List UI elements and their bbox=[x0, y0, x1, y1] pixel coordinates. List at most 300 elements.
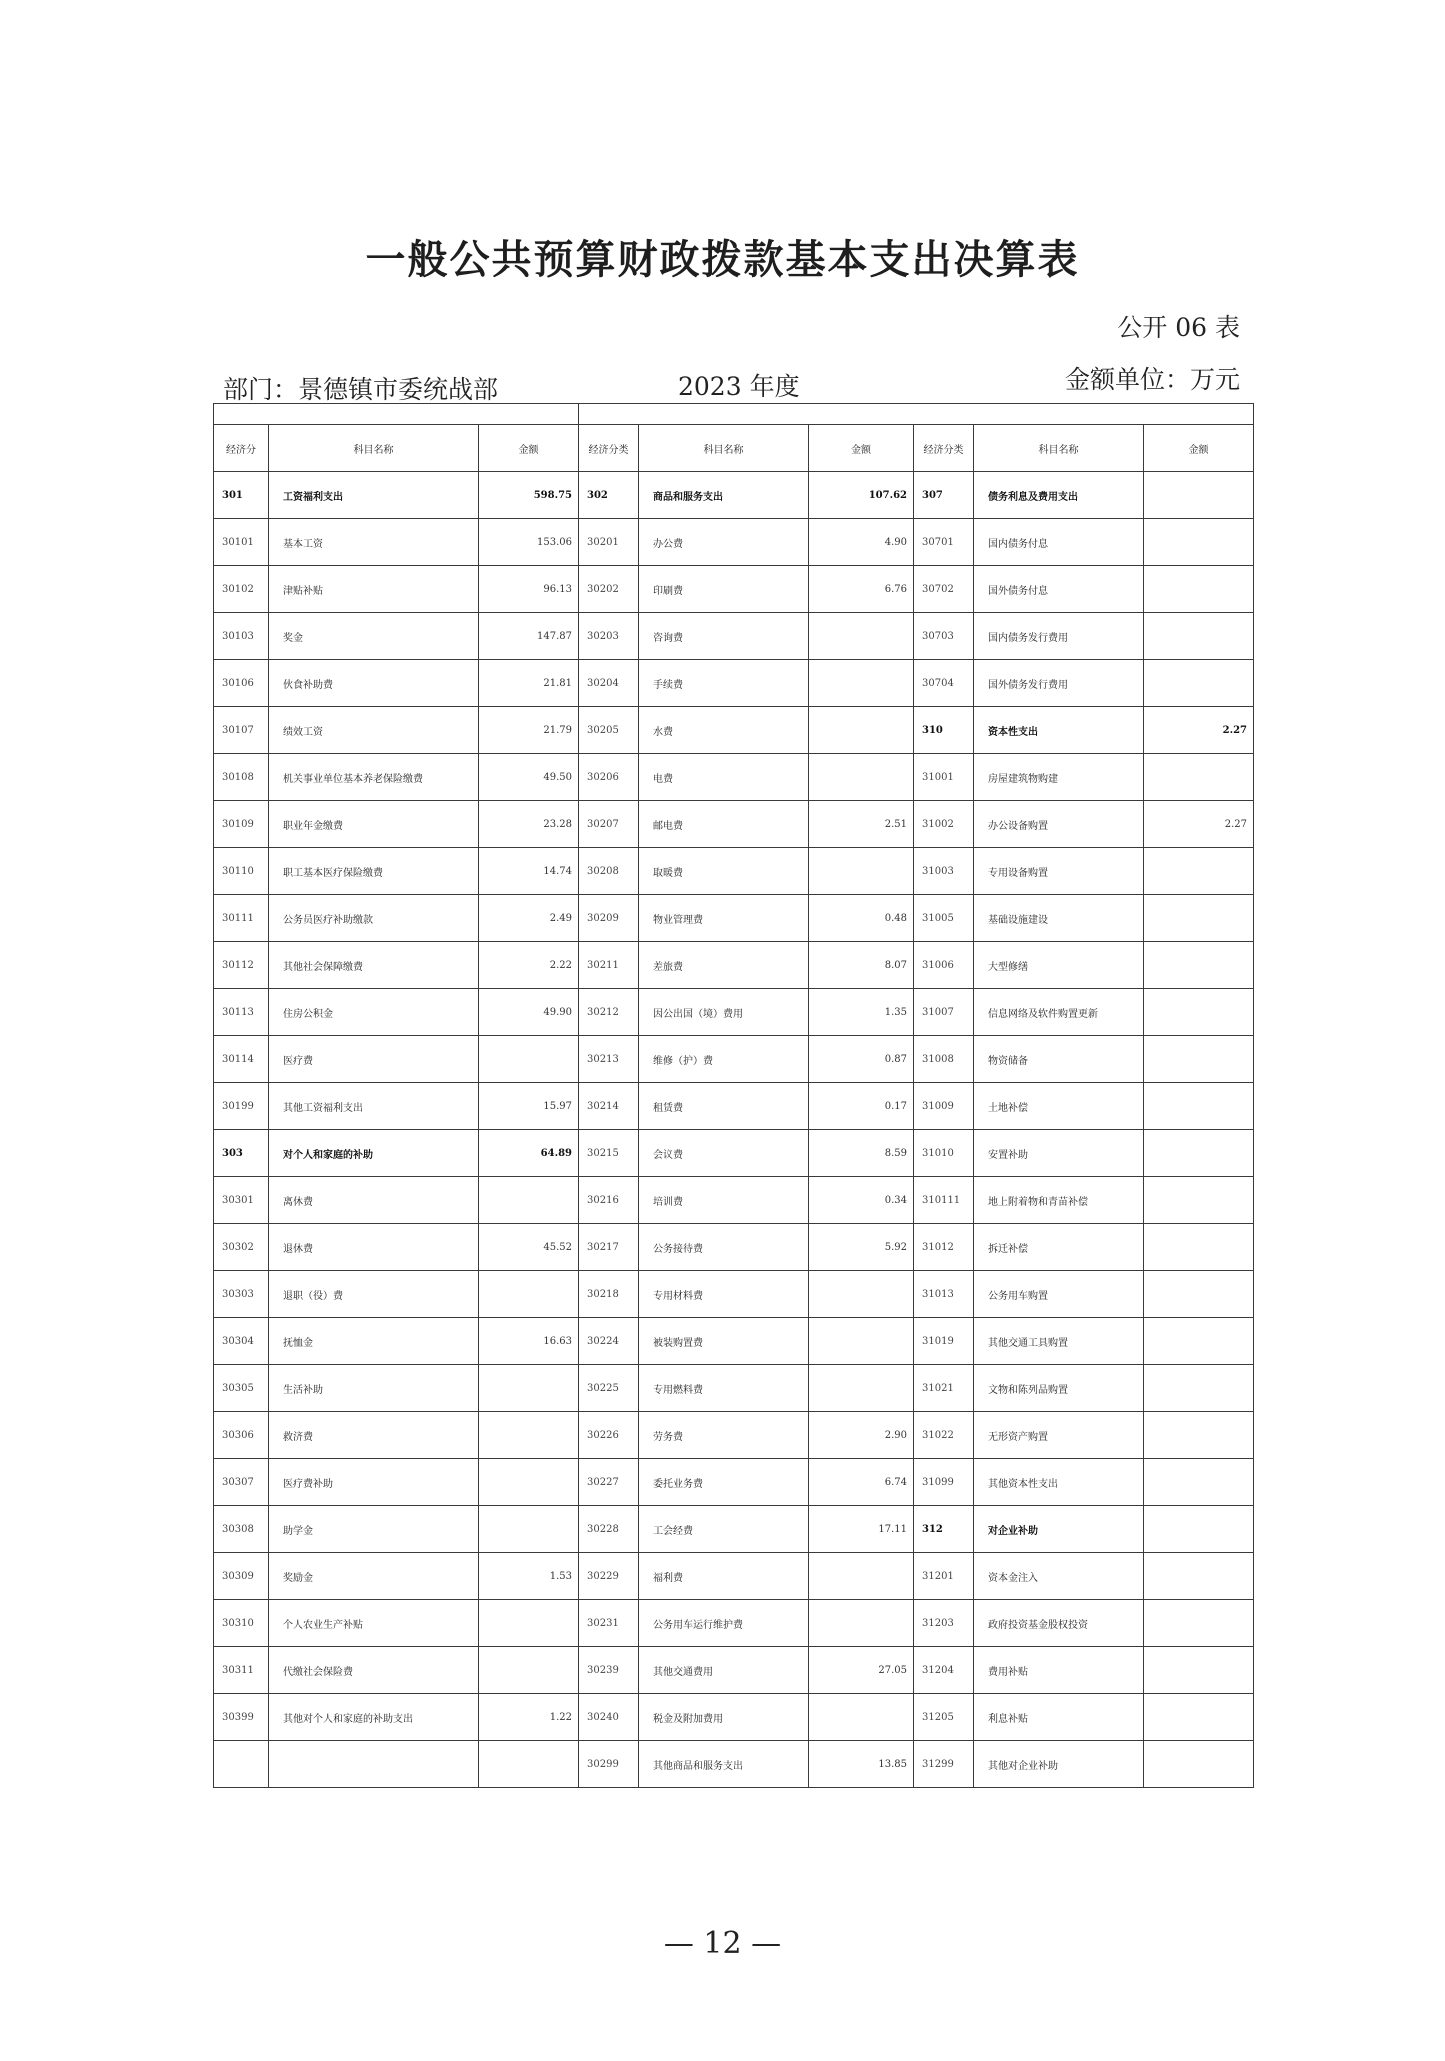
code-cell-2: 30206 bbox=[579, 754, 639, 801]
code-cell-3: 31001 bbox=[914, 754, 974, 801]
name-cell-1: 对个人和家庭的补助 bbox=[269, 1130, 479, 1177]
name-cell-3: 利息补贴 bbox=[974, 1694, 1144, 1741]
amount-cell-1 bbox=[479, 1600, 579, 1647]
table-row bbox=[214, 566, 1254, 613]
amount-cell-2 bbox=[809, 1600, 914, 1647]
code-cell-3: 31005 bbox=[914, 895, 974, 942]
name-cell-1: 助学金 bbox=[269, 1506, 479, 1553]
name-cell-2: 公务接待费 bbox=[639, 1224, 809, 1271]
name-cell-3: 专用设备购置 bbox=[974, 848, 1144, 895]
code-cell-2: 302 bbox=[579, 472, 639, 519]
amount-cell-3 bbox=[1144, 1694, 1254, 1741]
header-amount-3: 金额 bbox=[1144, 425, 1254, 472]
amount-cell-1 bbox=[479, 1459, 579, 1506]
code-cell-3: 310 bbox=[914, 707, 974, 754]
name-cell-1: 离休费 bbox=[269, 1177, 479, 1224]
amount-cell-3 bbox=[1144, 1177, 1254, 1224]
name-cell-2: 培训费 bbox=[639, 1177, 809, 1224]
name-cell-3: 政府投资基金股权投资 bbox=[974, 1600, 1144, 1647]
amount-cell-3 bbox=[1144, 1506, 1254, 1553]
code-cell-3: 31003 bbox=[914, 848, 974, 895]
code-cell-2: 30231 bbox=[579, 1600, 639, 1647]
amount-cell-1: 2.49 bbox=[479, 895, 579, 942]
code-cell-1: 303 bbox=[214, 1130, 269, 1177]
name-cell-2: 水费 bbox=[639, 707, 809, 754]
code-cell-2: 30224 bbox=[579, 1318, 639, 1365]
code-cell-3: 312 bbox=[914, 1506, 974, 1553]
name-cell-1 bbox=[269, 1741, 479, 1788]
group-cell-right bbox=[579, 404, 1254, 425]
code-cell-2: 30228 bbox=[579, 1506, 639, 1553]
amount-cell-1: 49.50 bbox=[479, 754, 579, 801]
table-row bbox=[214, 613, 1254, 660]
amount-cell-1: 16.63 bbox=[479, 1318, 579, 1365]
amount-cell-1: 147.87 bbox=[479, 613, 579, 660]
name-cell-3: 安置补助 bbox=[974, 1130, 1144, 1177]
amount-cell-1: 45.52 bbox=[479, 1224, 579, 1271]
code-cell-1: 30306 bbox=[214, 1412, 269, 1459]
amount-cell-2: 6.76 bbox=[809, 566, 914, 613]
code-cell-1: 30108 bbox=[214, 754, 269, 801]
name-cell-1: 其他对个人和家庭的补助支出 bbox=[269, 1694, 479, 1741]
name-cell-1: 救济费 bbox=[269, 1412, 479, 1459]
amount-cell-1 bbox=[479, 1647, 579, 1694]
amount-cell-3 bbox=[1144, 1083, 1254, 1130]
amount-cell-2: 27.05 bbox=[809, 1647, 914, 1694]
table-row bbox=[214, 1177, 1254, 1224]
name-cell-3: 其他交通工具购置 bbox=[974, 1318, 1144, 1365]
amount-cell-3 bbox=[1144, 848, 1254, 895]
code-cell-2: 30226 bbox=[579, 1412, 639, 1459]
amount-unit-label: 金额单位：万元 bbox=[1064, 365, 1240, 394]
name-cell-1: 退职（役）费 bbox=[269, 1271, 479, 1318]
table-body bbox=[214, 404, 1254, 1788]
name-cell-3: 无形资产购置 bbox=[974, 1412, 1144, 1459]
code-cell-1: 30109 bbox=[214, 801, 269, 848]
amount-cell-3 bbox=[1144, 754, 1254, 801]
page-number: — 12 — bbox=[663, 1926, 782, 1961]
table-row bbox=[214, 1271, 1254, 1318]
amount-cell-1 bbox=[479, 1177, 579, 1224]
header-code-2: 经济分类 bbox=[579, 425, 639, 472]
code-cell-1: 30107 bbox=[214, 707, 269, 754]
amount-cell-2: 8.59 bbox=[809, 1130, 914, 1177]
code-cell-3: 31007 bbox=[914, 989, 974, 1036]
table-row bbox=[214, 707, 1254, 754]
table-row bbox=[214, 942, 1254, 989]
amount-cell-2: 17.11 bbox=[809, 1506, 914, 1553]
amount-cell-2: 4.90 bbox=[809, 519, 914, 566]
code-cell-2: 30227 bbox=[579, 1459, 639, 1506]
name-cell-1: 住房公积金 bbox=[269, 989, 479, 1036]
amount-cell-1 bbox=[479, 1506, 579, 1553]
amount-cell-1 bbox=[479, 1271, 579, 1318]
table-row bbox=[214, 660, 1254, 707]
name-cell-1: 职工基本医疗保险缴费 bbox=[269, 848, 479, 895]
amount-cell-3 bbox=[1144, 1553, 1254, 1600]
amount-cell-2 bbox=[809, 660, 914, 707]
code-cell-2: 30201 bbox=[579, 519, 639, 566]
code-cell-2: 30225 bbox=[579, 1365, 639, 1412]
amount-cell-3 bbox=[1144, 566, 1254, 613]
name-cell-3: 文物和陈列品购置 bbox=[974, 1365, 1144, 1412]
amount-cell-1 bbox=[479, 1036, 579, 1083]
name-cell-1: 代缴社会保险费 bbox=[269, 1647, 479, 1694]
name-cell-2: 维修（护）费 bbox=[639, 1036, 809, 1083]
code-cell-1: 30309 bbox=[214, 1553, 269, 1600]
table-row bbox=[214, 1553, 1254, 1600]
code-cell-3: 31012 bbox=[914, 1224, 974, 1271]
name-cell-1: 奖金 bbox=[269, 613, 479, 660]
name-cell-2: 商品和服务支出 bbox=[639, 472, 809, 519]
code-cell-2: 30205 bbox=[579, 707, 639, 754]
name-cell-2: 委托业务费 bbox=[639, 1459, 809, 1506]
amount-cell-1: 1.53 bbox=[479, 1553, 579, 1600]
table-row bbox=[214, 1130, 1254, 1177]
name-cell-1: 抚恤金 bbox=[269, 1318, 479, 1365]
name-cell-3: 其他对企业补助 bbox=[974, 1741, 1144, 1788]
name-cell-3: 资本性支出 bbox=[974, 707, 1144, 754]
name-cell-3: 办公设备购置 bbox=[974, 801, 1144, 848]
name-cell-2: 因公出国（境）费用 bbox=[639, 989, 809, 1036]
expenditure-table bbox=[213, 403, 1254, 1788]
amount-cell-3 bbox=[1144, 660, 1254, 707]
code-cell-3: 31201 bbox=[914, 1553, 974, 1600]
name-cell-3: 地上附着物和青苗补偿 bbox=[974, 1177, 1144, 1224]
name-cell-1: 公务员医疗补助缴款 bbox=[269, 895, 479, 942]
code-cell-2: 30207 bbox=[579, 801, 639, 848]
name-cell-2: 印刷费 bbox=[639, 566, 809, 613]
amount-cell-3 bbox=[1144, 1741, 1254, 1788]
amount-cell-1: 49.90 bbox=[479, 989, 579, 1036]
code-cell-1: 30303 bbox=[214, 1271, 269, 1318]
code-cell-1: 30311 bbox=[214, 1647, 269, 1694]
table-number: 公开 06 表 bbox=[1117, 313, 1240, 342]
name-cell-2: 咨询费 bbox=[639, 613, 809, 660]
table-row bbox=[214, 1036, 1254, 1083]
name-cell-1: 基本工资 bbox=[269, 519, 479, 566]
name-cell-1: 奖励金 bbox=[269, 1553, 479, 1600]
name-cell-1: 生活补助 bbox=[269, 1365, 479, 1412]
code-cell-1: 30106 bbox=[214, 660, 269, 707]
table-row bbox=[214, 1647, 1254, 1694]
code-cell-1: 30199 bbox=[214, 1083, 269, 1130]
name-cell-2: 差旅费 bbox=[639, 942, 809, 989]
amount-cell-1: 2.22 bbox=[479, 942, 579, 989]
table-row bbox=[214, 1459, 1254, 1506]
code-cell-3: 31205 bbox=[914, 1694, 974, 1741]
code-cell-1 bbox=[214, 1741, 269, 1788]
code-cell-1: 30110 bbox=[214, 848, 269, 895]
table-row bbox=[214, 1694, 1254, 1741]
name-cell-3: 基础设施建设 bbox=[974, 895, 1144, 942]
code-cell-3: 307 bbox=[914, 472, 974, 519]
amount-cell-2 bbox=[809, 1318, 914, 1365]
amount-cell-1 bbox=[479, 1412, 579, 1459]
amount-cell-3 bbox=[1144, 989, 1254, 1036]
table-row bbox=[214, 848, 1254, 895]
code-cell-1: 30103 bbox=[214, 613, 269, 660]
name-cell-3: 资本金注入 bbox=[974, 1553, 1144, 1600]
table-row bbox=[214, 472, 1254, 519]
amount-cell-2: 1.35 bbox=[809, 989, 914, 1036]
name-cell-2: 电费 bbox=[639, 754, 809, 801]
name-cell-2: 专用燃料费 bbox=[639, 1365, 809, 1412]
code-cell-3: 310111 bbox=[914, 1177, 974, 1224]
code-cell-1: 30111 bbox=[214, 895, 269, 942]
amount-cell-1 bbox=[479, 1741, 579, 1788]
name-cell-3: 对企业补助 bbox=[974, 1506, 1144, 1553]
header-code-3: 经济分类 bbox=[914, 425, 974, 472]
name-cell-2: 被装购置费 bbox=[639, 1318, 809, 1365]
amount-cell-3 bbox=[1144, 613, 1254, 660]
code-cell-1: 301 bbox=[214, 472, 269, 519]
code-cell-1: 30308 bbox=[214, 1506, 269, 1553]
code-cell-2: 30208 bbox=[579, 848, 639, 895]
code-cell-1: 30399 bbox=[214, 1694, 269, 1741]
amount-cell-1: 598.75 bbox=[479, 472, 579, 519]
amount-cell-3 bbox=[1144, 472, 1254, 519]
name-cell-1: 其他社会保障缴费 bbox=[269, 942, 479, 989]
code-cell-3: 30701 bbox=[914, 519, 974, 566]
code-cell-3: 31021 bbox=[914, 1365, 974, 1412]
amount-cell-2: 0.34 bbox=[809, 1177, 914, 1224]
code-cell-2: 30239 bbox=[579, 1647, 639, 1694]
code-cell-1: 30101 bbox=[214, 519, 269, 566]
code-cell-1: 30114 bbox=[214, 1036, 269, 1083]
code-cell-3: 31010 bbox=[914, 1130, 974, 1177]
amount-cell-3 bbox=[1144, 1224, 1254, 1271]
name-cell-3: 国外债务付息 bbox=[974, 566, 1144, 613]
table-row bbox=[214, 989, 1254, 1036]
code-cell-1: 30305 bbox=[214, 1365, 269, 1412]
name-cell-2: 会议费 bbox=[639, 1130, 809, 1177]
code-cell-2: 30215 bbox=[579, 1130, 639, 1177]
amount-cell-2: 0.87 bbox=[809, 1036, 914, 1083]
code-cell-1: 30304 bbox=[214, 1318, 269, 1365]
amount-cell-3: 2.27 bbox=[1144, 801, 1254, 848]
amount-cell-2: 6.74 bbox=[809, 1459, 914, 1506]
amount-cell-3 bbox=[1144, 1318, 1254, 1365]
table-row bbox=[214, 1318, 1254, 1365]
amount-cell-3 bbox=[1144, 1647, 1254, 1694]
name-cell-2: 劳务费 bbox=[639, 1412, 809, 1459]
header-amount-2: 金额 bbox=[809, 425, 914, 472]
name-cell-3: 国外债务发行费用 bbox=[974, 660, 1144, 707]
amount-cell-3 bbox=[1144, 1412, 1254, 1459]
code-cell-3: 31009 bbox=[914, 1083, 974, 1130]
amount-cell-2: 0.17 bbox=[809, 1083, 914, 1130]
amount-cell-3 bbox=[1144, 519, 1254, 566]
code-cell-2: 30214 bbox=[579, 1083, 639, 1130]
name-cell-3: 房屋建筑物购建 bbox=[974, 754, 1144, 801]
name-cell-3: 土地补偿 bbox=[974, 1083, 1144, 1130]
amount-cell-2 bbox=[809, 1694, 914, 1741]
year-label: 2023 年度 bbox=[678, 372, 800, 401]
name-cell-1: 退休费 bbox=[269, 1224, 479, 1271]
code-cell-3: 31013 bbox=[914, 1271, 974, 1318]
table-header-row bbox=[214, 425, 1254, 472]
amount-cell-3 bbox=[1144, 1130, 1254, 1177]
code-cell-2: 30211 bbox=[579, 942, 639, 989]
code-cell-2: 30202 bbox=[579, 566, 639, 613]
amount-cell-2: 107.62 bbox=[809, 472, 914, 519]
amount-cell-2: 2.90 bbox=[809, 1412, 914, 1459]
table-row bbox=[214, 1600, 1254, 1647]
amount-cell-1: 153.06 bbox=[479, 519, 579, 566]
name-cell-1: 绩效工资 bbox=[269, 707, 479, 754]
header-name-2: 科目名称 bbox=[639, 425, 809, 472]
code-cell-3: 31002 bbox=[914, 801, 974, 848]
table-row bbox=[214, 1224, 1254, 1271]
code-cell-3: 31203 bbox=[914, 1600, 974, 1647]
amount-cell-2: 13.85 bbox=[809, 1741, 914, 1788]
name-cell-3: 费用补贴 bbox=[974, 1647, 1144, 1694]
code-cell-3: 31006 bbox=[914, 942, 974, 989]
amount-cell-2: 8.07 bbox=[809, 942, 914, 989]
code-cell-3: 31008 bbox=[914, 1036, 974, 1083]
code-cell-2: 30203 bbox=[579, 613, 639, 660]
name-cell-1: 伙食补助费 bbox=[269, 660, 479, 707]
code-cell-1: 30307 bbox=[214, 1459, 269, 1506]
name-cell-2: 其他商品和服务支出 bbox=[639, 1741, 809, 1788]
name-cell-1: 职业年金缴费 bbox=[269, 801, 479, 848]
code-cell-3: 30703 bbox=[914, 613, 974, 660]
amount-cell-2 bbox=[809, 754, 914, 801]
name-cell-2: 邮电费 bbox=[639, 801, 809, 848]
name-cell-2: 公务用车运行维护费 bbox=[639, 1600, 809, 1647]
amount-cell-2 bbox=[809, 848, 914, 895]
group-cell-left bbox=[214, 404, 579, 425]
amount-cell-3 bbox=[1144, 942, 1254, 989]
amount-cell-1: 21.81 bbox=[479, 660, 579, 707]
name-cell-1: 其他工资福利支出 bbox=[269, 1083, 479, 1130]
name-cell-3: 物资储备 bbox=[974, 1036, 1144, 1083]
name-cell-1: 机关事业单位基本养老保险缴费 bbox=[269, 754, 479, 801]
name-cell-2: 税金及附加费用 bbox=[639, 1694, 809, 1741]
header-name: 科目名称 bbox=[269, 425, 479, 472]
code-cell-2: 30209 bbox=[579, 895, 639, 942]
table-row bbox=[214, 1741, 1254, 1788]
amount-cell-2: 0.48 bbox=[809, 895, 914, 942]
name-cell-3: 大型修缮 bbox=[974, 942, 1144, 989]
amount-cell-3 bbox=[1144, 1365, 1254, 1412]
amount-cell-3 bbox=[1144, 1036, 1254, 1083]
amount-cell-1: 21.79 bbox=[479, 707, 579, 754]
amount-cell-1: 15.97 bbox=[479, 1083, 579, 1130]
code-cell-2: 30216 bbox=[579, 1177, 639, 1224]
table-row bbox=[214, 754, 1254, 801]
header-name-3: 科目名称 bbox=[974, 425, 1144, 472]
page-title: 一般公共预算财政拨款基本支出决算表 bbox=[365, 237, 1080, 283]
table-row bbox=[214, 801, 1254, 848]
code-cell-3: 30704 bbox=[914, 660, 974, 707]
name-cell-2: 取暖费 bbox=[639, 848, 809, 895]
table-row bbox=[214, 1506, 1254, 1553]
amount-cell-3 bbox=[1144, 1271, 1254, 1318]
name-cell-2: 租赁费 bbox=[639, 1083, 809, 1130]
name-cell-1: 个人农业生产补贴 bbox=[269, 1600, 479, 1647]
name-cell-2: 工会经费 bbox=[639, 1506, 809, 1553]
code-cell-2: 30212 bbox=[579, 989, 639, 1036]
code-cell-2: 30240 bbox=[579, 1694, 639, 1741]
code-cell-1: 30301 bbox=[214, 1177, 269, 1224]
amount-cell-3 bbox=[1144, 1459, 1254, 1506]
code-cell-2: 30204 bbox=[579, 660, 639, 707]
name-cell-2: 手续费 bbox=[639, 660, 809, 707]
code-cell-1: 30112 bbox=[214, 942, 269, 989]
name-cell-1: 工资福利支出 bbox=[269, 472, 479, 519]
amount-cell-2 bbox=[809, 1271, 914, 1318]
code-cell-2: 30218 bbox=[579, 1271, 639, 1318]
amount-cell-1: 14.74 bbox=[479, 848, 579, 895]
amount-cell-1 bbox=[479, 1365, 579, 1412]
name-cell-2: 专用材料费 bbox=[639, 1271, 809, 1318]
amount-cell-2: 2.51 bbox=[809, 801, 914, 848]
amount-cell-2: 5.92 bbox=[809, 1224, 914, 1271]
amount-cell-3 bbox=[1144, 895, 1254, 942]
code-cell-2: 30299 bbox=[579, 1741, 639, 1788]
code-cell-3: 31204 bbox=[914, 1647, 974, 1694]
name-cell-2: 物业管理费 bbox=[639, 895, 809, 942]
amount-cell-2 bbox=[809, 1553, 914, 1600]
header-code: 经济分 bbox=[214, 425, 269, 472]
code-cell-3: 31299 bbox=[914, 1741, 974, 1788]
name-cell-1: 医疗费 bbox=[269, 1036, 479, 1083]
name-cell-3: 国内债务发行费用 bbox=[974, 613, 1144, 660]
amount-cell-2 bbox=[809, 1365, 914, 1412]
code-cell-2: 30213 bbox=[579, 1036, 639, 1083]
amount-cell-3: 2.27 bbox=[1144, 707, 1254, 754]
name-cell-3: 国内债务付息 bbox=[974, 519, 1144, 566]
name-cell-2: 办公费 bbox=[639, 519, 809, 566]
amount-cell-2 bbox=[809, 613, 914, 660]
code-cell-1: 30302 bbox=[214, 1224, 269, 1271]
amount-cell-1: 1.22 bbox=[479, 1694, 579, 1741]
code-cell-2: 30229 bbox=[579, 1553, 639, 1600]
code-cell-3: 31022 bbox=[914, 1412, 974, 1459]
code-cell-1: 30310 bbox=[214, 1600, 269, 1647]
code-cell-3: 30702 bbox=[914, 566, 974, 613]
table-row bbox=[214, 1412, 1254, 1459]
code-cell-3: 31099 bbox=[914, 1459, 974, 1506]
header-amount: 金额 bbox=[479, 425, 579, 472]
name-cell-3: 信息网络及软件购置更新 bbox=[974, 989, 1144, 1036]
name-cell-3: 其他资本性支出 bbox=[974, 1459, 1144, 1506]
amount-cell-1: 96.13 bbox=[479, 566, 579, 613]
amount-cell-1: 23.28 bbox=[479, 801, 579, 848]
name-cell-2: 其他交通费用 bbox=[639, 1647, 809, 1694]
code-cell-3: 31019 bbox=[914, 1318, 974, 1365]
table-row bbox=[214, 1083, 1254, 1130]
code-cell-1: 30102 bbox=[214, 566, 269, 613]
code-cell-2: 30217 bbox=[579, 1224, 639, 1271]
amount-cell-3 bbox=[1144, 1600, 1254, 1647]
table-row bbox=[214, 1365, 1254, 1412]
name-cell-2: 福利费 bbox=[639, 1553, 809, 1600]
code-cell-1: 30113 bbox=[214, 989, 269, 1036]
amount-cell-2 bbox=[809, 707, 914, 754]
department-label: 部门：景德镇市委统战部 bbox=[223, 375, 499, 404]
table-row bbox=[214, 895, 1254, 942]
name-cell-3: 债务利息及费用支出 bbox=[974, 472, 1144, 519]
table-row bbox=[214, 519, 1254, 566]
name-cell-3: 拆迁补偿 bbox=[974, 1224, 1144, 1271]
table-group-row bbox=[214, 404, 1254, 425]
name-cell-1: 医疗费补助 bbox=[269, 1459, 479, 1506]
amount-cell-1: 64.89 bbox=[479, 1130, 579, 1177]
name-cell-3: 公务用车购置 bbox=[974, 1271, 1144, 1318]
